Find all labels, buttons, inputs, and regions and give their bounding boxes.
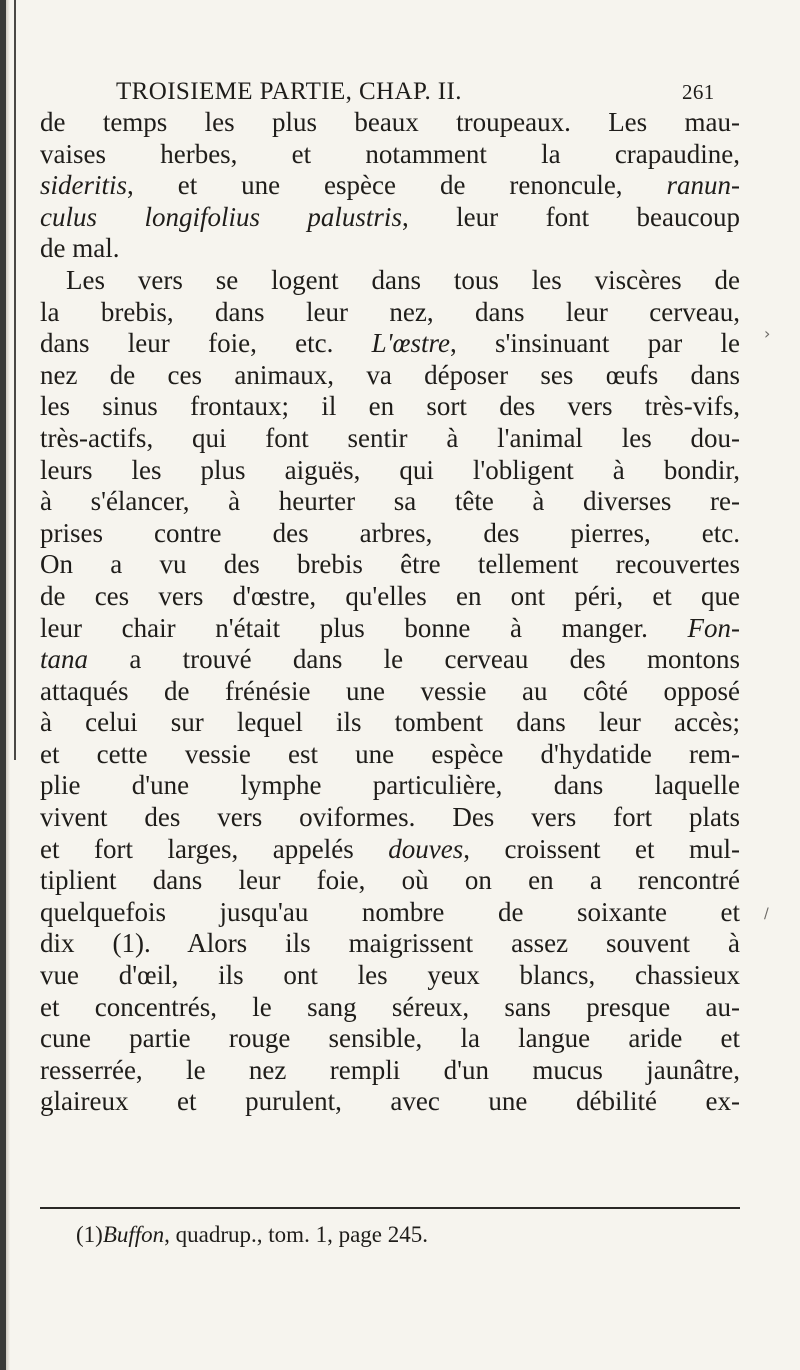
body-text [40,107,740,1118]
text-line: et cette vessie est une espèce d'hydatide rem- [40,738,740,769]
text-line: Les vers se logent dans tous les viscères de [66,264,740,295]
text-line: de temps les plus beaux troupeaux. Les mau- [40,107,740,137]
text-line: leur chair n'était plus bonne à manger. Fon- [40,612,740,643]
text-line: plie d'une lymphe particulière, dans laquelle [40,770,740,801]
text-line: resserrée, le nez rempli d'un mucus jaunâtre, [40,1054,740,1085]
footnote-reference: , quadrup., tom. 1, page 245. [164,1222,428,1247]
text-line: et fort larges, appelés douves, croissent et mul- [40,833,740,864]
text-line: et concentrés, le sang séreux, sans presque au- [40,991,740,1022]
text-line: de mal. [40,233,120,264]
margin-mark: › [764,324,771,343]
text-line: culus longifolius palustris, leur font beaucoup [40,201,740,232]
text-line: sideritis, et une espèce de renoncule, ranun- [40,170,740,201]
text-line: dix (1). Alors ils maigrissent assez souvent à [40,928,740,959]
text-line: glaireux et purulent, avec une débilité ex- [40,1086,740,1117]
page-number: 261 [682,80,715,104]
binding-shadow [0,0,10,1370]
text-line: On a vu des brebis être tellement recouvertes [40,549,740,580]
text-line: dans leur foie, etc. L'œstre, s'insinuant par le [40,328,740,359]
text-line: très-actifs, qui font sentir à l'animal les dou- [40,422,740,453]
text-line: les sinus frontaux; il en sort des vers très-vifs, [40,391,740,422]
text-line: vaises herbes, et notamment la crapaudine, [40,138,740,169]
text-line: cune partie rouge sensible, la langue aride et [40,1023,740,1054]
running-title: TROISIEME PARTIE, CHAP. II. [116,78,462,105]
footnote-source: Buffon [102,1222,165,1247]
footnote [76,1222,428,1248]
text-line: de ces vers d'œstre, qu'elles en ont péri, et que [40,580,740,611]
margin-mark: / [764,906,769,922]
footnote-rule [40,1207,740,1209]
text-line: attaqués de frénésie une vessie au côté opposé [40,675,740,706]
text-line: tiplient dans leur foie, où on en a rencontré [40,865,740,896]
text-line: leurs les plus aiguës, qui l'obligent à bondir, [40,454,740,485]
text-line: à s'élancer, à heurter sa tête à diverses re- [40,486,740,517]
text-line: nez de ces animaux, va déposer ses œufs dans [40,359,740,390]
text-line: à celui sur lequel ils tombent dans leur accès; [40,707,740,738]
text-line: prises contre des arbres, des pierres, etc. [40,517,740,548]
text-line: la brebis, dans leur nez, dans leur cerveau, [40,296,740,327]
binding-edge-line [14,0,16,760]
text-line: vue d'œil, ils ont les yeux blancs, chassieux [40,960,740,991]
text-line: vivent des vers oviformes. Des vers fort plats [40,802,740,833]
text-line: tana a trouvé dans le cerveau des montons [40,644,740,675]
footnote-marker: (1) [76,1222,103,1247]
text-line: quelquefois jusqu'au nombre de soixante et [40,896,740,927]
